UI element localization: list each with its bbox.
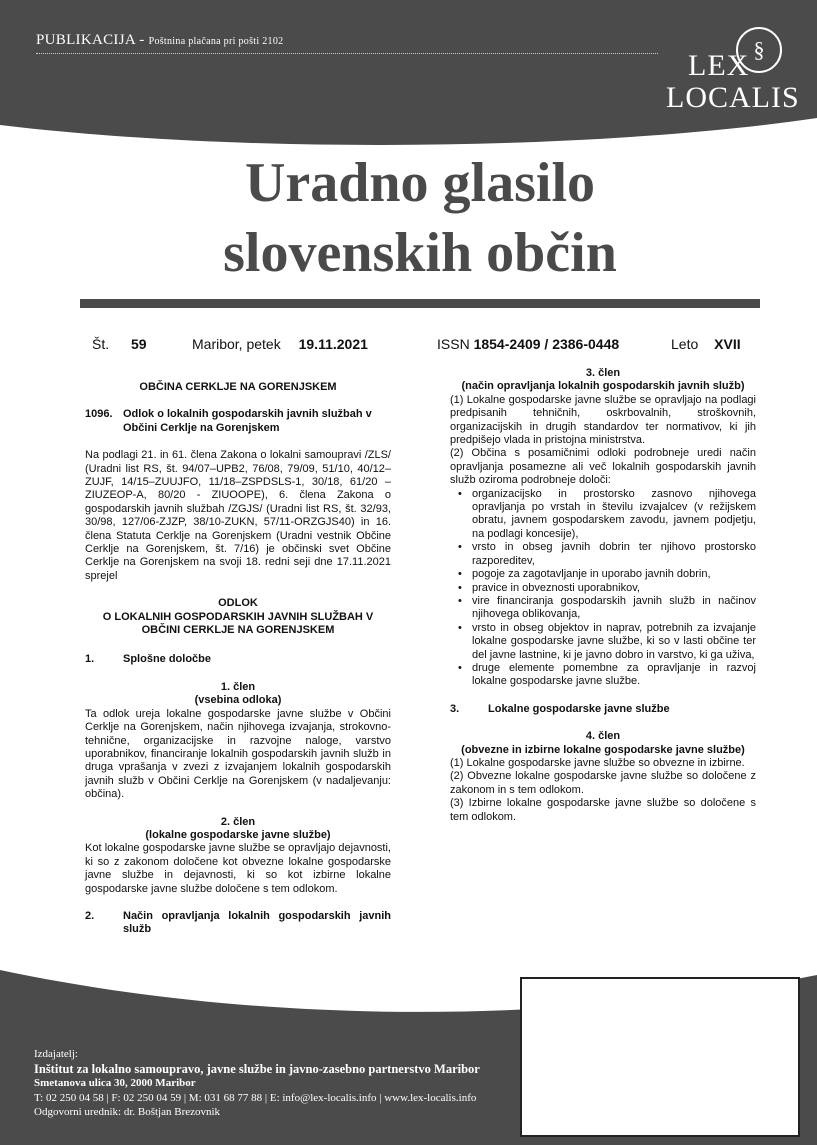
act-title: Odlok o lokalnih gospodarskih javnih službah v Občini Cerklje na Gorenjskem	[123, 408, 372, 434]
lex-localis-logo	[666, 49, 800, 114]
publication-line	[36, 32, 283, 49]
address-label-box	[520, 977, 800, 1137]
clen-2-number: 2. člen	[220, 815, 256, 828]
date-value: 19.11.2021	[298, 336, 368, 352]
act-number: 1096.	[85, 408, 113, 421]
act-heading	[85, 408, 391, 435]
postage-note: Poštnina plačana pri pošti 2102	[148, 36, 284, 47]
section-1-title: Splošne določbe	[123, 652, 212, 665]
section-3-title: Lokalne gospodarske javne službe	[488, 702, 670, 715]
section-1-heading	[85, 653, 391, 666]
publisher-info	[34, 1047, 480, 1120]
clen-3-list	[454, 488, 756, 689]
section-2-number: 2.	[85, 910, 95, 922]
issn-label: ISSN	[437, 336, 470, 352]
clen-3-paragraph-2: (2) Občina s posamičnimi odloki podrobneje uredi način opravljanja posamezne ali več lokalnih gospodarskih javnih služb oziroma podrobneje določi:	[450, 447, 756, 487]
clen-4-title: (obvezne in izbirne lokalne gospodarske javne službe)	[461, 743, 745, 756]
clen-3-title: (način opravljanja lokalnih gospodarskih javnih služb)	[461, 380, 745, 393]
section-3-number: 3.	[450, 702, 460, 715]
clen-4-paragraph-2: (2) Obvezne lokalne gospodarske javne službe so določene z zakonom in s tem odlokom.	[450, 770, 756, 796]
clen-4-paragraph-1: (1) Lokalne gospodarske javne službe so obvezne in izbirne.	[450, 756, 745, 769]
logo-line-1: LEX	[688, 49, 750, 82]
publication-label: PUBLIKACIJA	[36, 32, 136, 48]
place-label: Maribor, petek	[192, 336, 281, 352]
list-item: • vrsto in obseg javnih dobrin ter njihovo prostorsko razporeditev,	[454, 541, 756, 568]
year-value: XVII	[714, 336, 741, 352]
issue-label: Št.	[92, 336, 110, 352]
issue-date	[192, 336, 368, 352]
title-line-1: Uradno glasilo	[244, 152, 596, 214]
issn	[437, 336, 619, 352]
list-item: • druge elemente pomembne za opravljanje in razvoj lokalne gospodarske javne službe.	[454, 662, 756, 689]
odlok-subtitle: O LOKALNIH GOSPODARSKIH JAVNIH SLUŽBAH V OBČINI CERKLJE NA GORENJSKEM	[102, 610, 374, 637]
list-item: • vrsto in obseg objektov in naprav, potrebnih za izvajanje lokalne gospodarske javne službe, ki so v lasti občine ter del javne lastnine, ki je javno dobro in varstvo, ki ga uživa,	[454, 622, 756, 662]
responsible-editor: Odgovorni urednik: dr. Boštjan Brezovnik	[34, 1106, 221, 1118]
separator: -	[139, 32, 145, 48]
publisher-address: Smetanova ulica 30, 2000 Maribor	[34, 1077, 196, 1089]
logo-line-2: LOCALIS	[666, 81, 800, 114]
clen-3-number: 3. člen	[585, 367, 621, 379]
volume-year	[671, 336, 741, 352]
right-column	[450, 367, 756, 824]
page-title	[80, 148, 760, 288]
list-item: • pogoje za zagotavljanje in uporabo javnih dobrin,	[454, 568, 756, 581]
dotted-divider	[36, 53, 658, 54]
publisher-contacts: T: 02 250 04 58 | F: 02 250 04 59 | M: 031 68 77 88 | E: info@lex-localis.info | www.lex-localis.info	[34, 1091, 477, 1104]
section-1-number: 1.	[85, 652, 95, 665]
list-item: • vire financiranja gospodarskih javnih služb in načinov njihovega oblikovanja,	[454, 595, 756, 622]
issue-value: 59	[131, 336, 147, 352]
year-label: Leto	[671, 336, 699, 352]
clen-1-title: (vsebina odloka)	[194, 694, 282, 707]
publisher-name: Inštitut za lokalno samoupravo, javne službe in javno-zasebno partnerstvo Maribor	[34, 1061, 480, 1076]
preamble: Na podlagi 21. in 61. člena Zakona o lokalni samoupravi /ZLS/ (Uradni list RS, št. 94/07–UPB2, 76/08, 79/09, 51/10, 40/12–ZUJF, 14/15–ZUUJFO, 11/18–ZSPDSLS-1, 30/18, 61/20 – ZIUZEOP-A, 80/20 - ZIUOOPE), 6. člena Zakona o gospodarskih javnih službah /ZGJS/ (Uradni list RS, št. 32/93, 30/98, 127/06-ZJZP, 38/10-ZUKN, 57/11-ORZGJS40) in 16. člena Statuta Cerklje na Gorenjskem (Uradni vestnik Občine Cerklje na Gorenjskem, št. 7/16) je občinski svet Občine Cerklje na Gorenjskem na svoji 18. redni seji dne 17.11.2021 sprejel	[85, 449, 391, 582]
left-column	[85, 381, 391, 937]
odlok-heading: ODLOK	[218, 597, 258, 610]
clen-1-number: 1. člen	[220, 680, 256, 693]
clen-4-paragraph-3: (3) Izbirne lokalne gospodarske javne službe so določene s tem odlokom.	[450, 797, 756, 823]
issn-value: 1854-2409 / 2386-0448	[473, 336, 620, 352]
list-item: • pravice in obveznosti uporabnikov,	[454, 582, 756, 595]
list-item: • organizacijsko in prostorsko zasnovo njihovega opravljanja po vrstah in številu izvajalcev (v režijskem obratu, javnem gospodarskem zavodu, javnem podjetju, na podlagi koncesije),	[454, 488, 756, 542]
paragraph-seal-icon: §	[736, 27, 782, 73]
issue-number	[92, 336, 147, 352]
municipality-heading: OBČINA CERKLJE NA GORENJSKEM	[139, 381, 337, 393]
clen-1-text: Ta odlok ureja lokalne gospodarske javne službe v Občini Cerklje na Gorenjskem, način njihovega izvajanja, strokovno-tehnične, organizacijske in razvojne naloge, varstvo uporabnikov, financiranje lokalnih gospodarskih javnih služb in druga vprašanja v zvezi z izvajanjem lokalnih gospodarskih javnih služb v Občini Cerklje na Gorenjskem (v nadaljevanju: občina).	[85, 707, 391, 801]
title-rule	[80, 299, 760, 308]
publisher-label: Izdajatelj:	[34, 1048, 78, 1060]
section-2-title: Način opravljanja lokalnih gospodarskih javnih služb	[123, 910, 391, 936]
clen-4-number: 4. člen	[585, 730, 621, 743]
clen-2-title: (lokalne gospodarske javne službe)	[145, 828, 331, 841]
clen-2-text: Kot lokalne gospodarske javne službe se opravljajo dejavnosti, ki so z zakonom določene kot obvezne lokalne gospodarske javne službe in dejavnosti, ki so kot izbirne lokalne gospodarske javne službe določene s tem odlokom.	[85, 842, 391, 895]
section-2-heading	[85, 910, 391, 937]
clen-3-paragraph-1: (1) Lokalne gospodarske javne službe se opravljajo na podlagi predpisanih tehničnih, oskrbovalnih, stroškovnih, organizacijskih in drugih standardov ter normativov, ki jih predpišejo vlada in pristojna ministrstva.	[450, 393, 756, 447]
title-line-2: slovenskih občin	[223, 222, 617, 284]
section-3-heading	[450, 703, 756, 716]
